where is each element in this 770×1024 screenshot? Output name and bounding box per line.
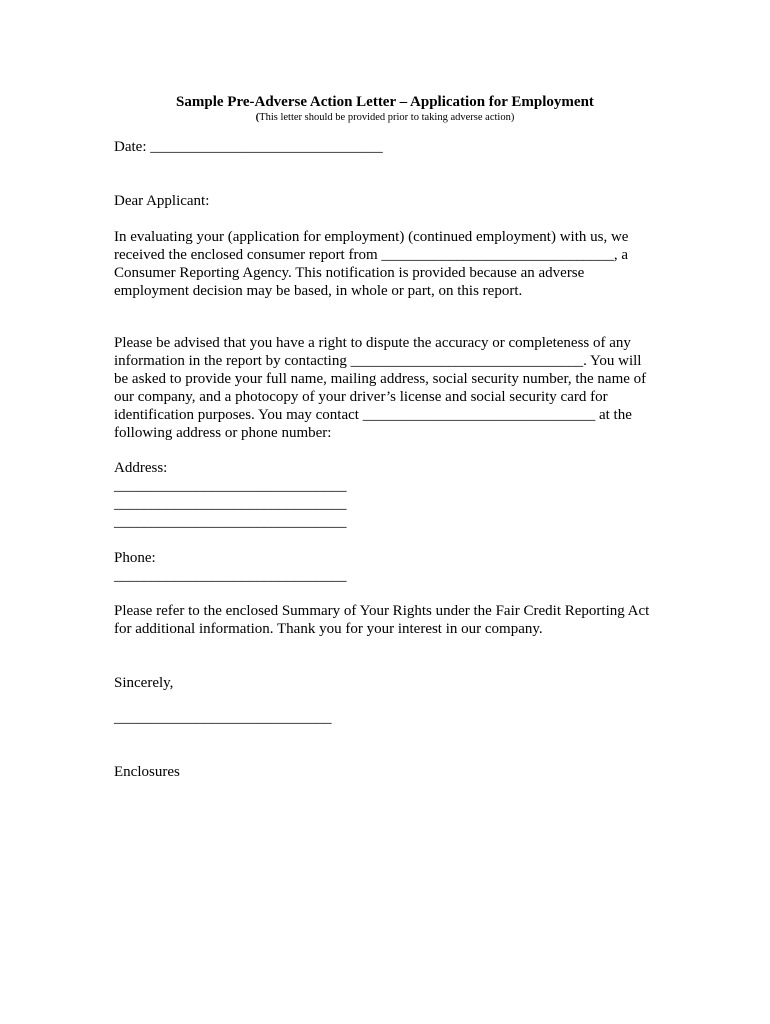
address-blank-line: _______________________________: [114, 478, 347, 494]
paragraph-line: for additional information. Thank you for your interest in our company.: [114, 621, 543, 637]
subtitle-text: This letter should be provided prior to taking adverse action): [259, 112, 515, 123]
letter-subtitle: [0, 112, 770, 124]
paragraph-line: information in the report by contacting _______________________________. You will: [114, 353, 642, 369]
paragraph-line: following address or phone number:: [114, 425, 332, 441]
paragraph-dispute-rights: [114, 334, 674, 442]
subtitle-open-paren: (: [255, 112, 260, 123]
paragraph-line: our company, and a photocopy of your driver’s license and social security card for: [114, 389, 608, 405]
letter-title: Sample Pre-Adverse Action Letter – Application for Employment: [176, 94, 594, 110]
salutation: Dear Applicant:: [114, 193, 210, 209]
paragraph-line: Please refer to the enclosed Summary of Your Rights under the Fair Credit Reporting Act: [114, 603, 650, 619]
phone-block: [114, 549, 674, 585]
address-blank-line: _______________________________: [114, 514, 347, 530]
signature-blank-line: _____________________________: [114, 710, 332, 726]
phone-blank-line: _______________________________: [114, 568, 347, 584]
date-line: Date: _______________________________: [114, 139, 383, 155]
paragraph-line: employment decision may be based, in whole or part, on this report.: [114, 283, 523, 299]
paragraph-line: be asked to provide your full name, mailing address, social security number, the name of: [114, 371, 647, 387]
paragraph-line: In evaluating your (application for employment) (continued employment) with us, we: [114, 229, 629, 245]
paragraph-line: Please be advised that you have a right to dispute the accuracy or completeness of any: [114, 335, 631, 351]
address-block: [114, 459, 674, 531]
title-block: [0, 92, 770, 124]
paragraph-line: received the enclosed consumer report from _______________________________, a: [114, 247, 629, 263]
address-blank-line: _______________________________: [114, 496, 347, 512]
paragraph-summary-of-rights: [114, 602, 674, 638]
paragraph-line: Consumer Reporting Agency. This notification is provided because an adverse: [114, 265, 585, 281]
address-label: Address:: [114, 460, 168, 476]
closing: Sincerely,: [114, 675, 174, 691]
phone-label: Phone:: [114, 550, 156, 566]
enclosures: Enclosures: [114, 764, 180, 780]
paragraph-line: identification purposes. You may contact _______________________________ at the: [114, 407, 632, 423]
paragraph-evaluation: [114, 228, 674, 300]
